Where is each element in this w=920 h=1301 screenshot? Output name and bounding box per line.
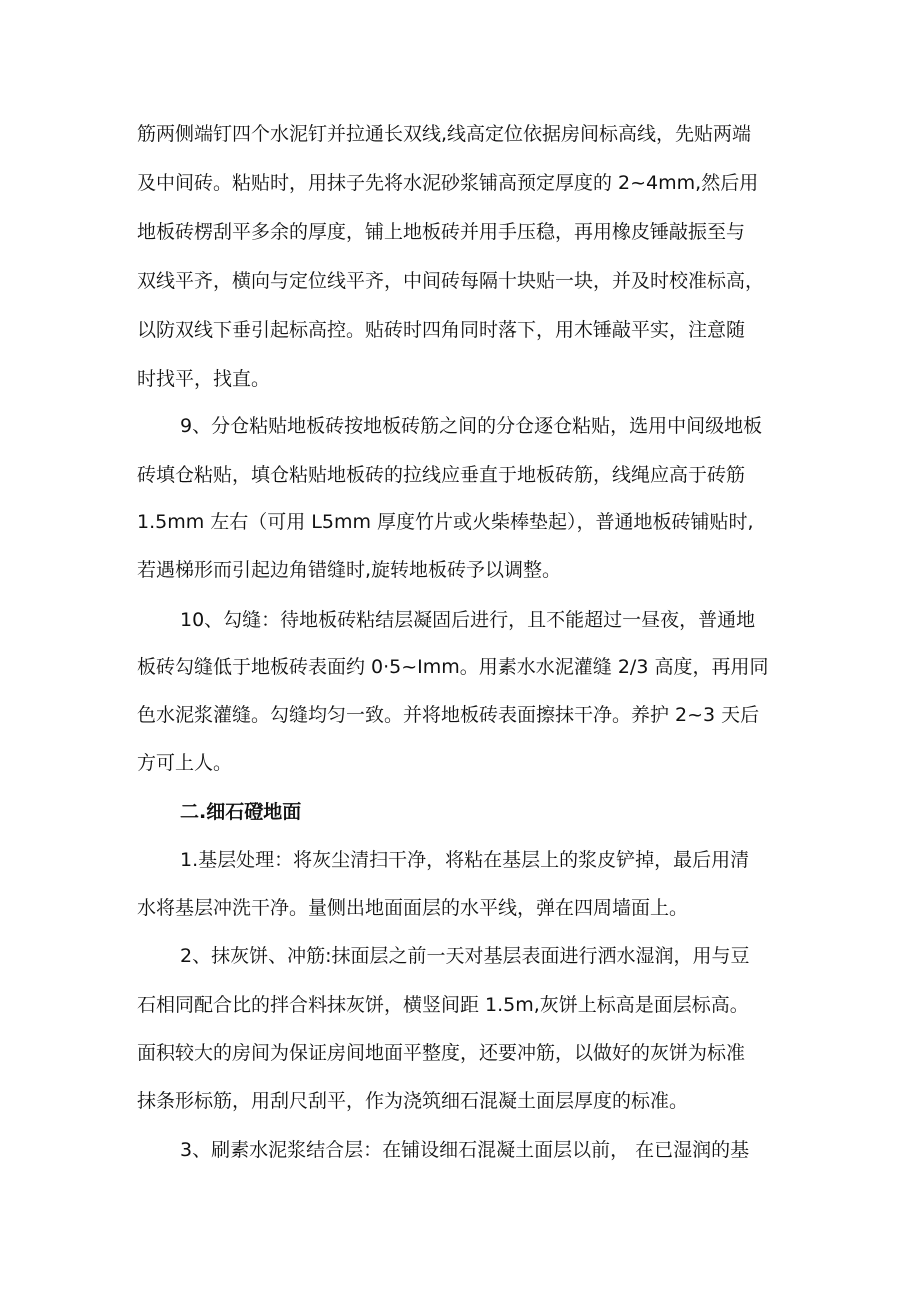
text-line: 方可上人。 [137, 752, 233, 774]
paragraph-10-start: 10、勾缝：待地板砖粘结层凝固后进行，且不能超过一昼夜，普通地 [180, 609, 756, 631]
text-line: 水将基层冲洗干净。量侧出地面面层的水平线，弹在四周墙面上。 [137, 897, 689, 919]
text-line: 筋两侧端钉四个水泥钉并拉通长双线,线高定位依据房间标高线，先贴两端 [137, 123, 752, 145]
paragraph-9-start: 9、分仓粘贴地板砖按地板砖筋之间的分仓逐仓粘贴，选用中间级地板 [180, 415, 763, 437]
text-line: 以防双线下垂引起标高控。贴砖时四角同时落下，用木锤敲平实，注意随 [137, 319, 746, 341]
paragraph-3-start: 3、刷素水泥浆结合层：在铺设细石混凝土面层以前， 在已湿润的基 [180, 1139, 750, 1161]
text-line: 石相同配合比的拌合料抹灰饼，横竖间距 1.5m,灰饼上标高是面层标高。 [137, 994, 749, 1016]
text-line: 砖填仓粘贴，填仓粘贴地板砖的拉线应垂直于地板砖筋，线绳应高于砖筋 [137, 464, 746, 486]
text-line: 面积较大的房间为保证房间地面平整度，还要冲筋，以做好的灰饼为标准 [137, 1042, 746, 1064]
text-line: 若遇梯形而引起边角错缝时,旋转地板砖予以调整。 [137, 559, 562, 581]
text-line: 双线平齐，横向与定位线平齐，中间砖每隔十块贴一块，并及时校准标高， [137, 270, 765, 292]
text-line: 板砖勾缝低于地板砖表面约 0·5~Imm。用素水水泥灌缝 2/3 高度，再用同 [137, 656, 769, 678]
text-line: 及中间砖。粘贴时，用抹子先将水泥砂浆铺高预定厚度的 2~4mm,然后用 [137, 172, 759, 194]
text-line: 1.5mm 左右（可用 L5mm 厚度竹片或火柴棒垫起），普通地板砖铺贴时, [137, 511, 754, 533]
section-heading: 二.细石磴地面 [180, 801, 302, 823]
text-line: 地板砖楞刮平多余的厚度，铺上地板砖并用手压稳，再用橡皮锤敲振至与 [137, 221, 746, 243]
paragraph-2-start: 2、抹灰饼、冲筋:抹面层之前一天对基层表面进行洒水湿润，用与豆 [180, 945, 750, 967]
paragraph-1-start: 1.基层处理：将灰尘清扫干净，将粘在基层上的浆皮铲掉，最后用清 [180, 849, 750, 871]
text-line: 时找平，找直。 [137, 368, 271, 390]
text-line: 抹条形标筋，用刮尺刮平，作为浇筑细石混凝土面层厚度的标准。 [137, 1090, 689, 1112]
text-line: 色水泥浆灌缝。勾缝均匀一致。并将地板砖表面擦抹干净。养护 2~3 天后 [137, 704, 760, 726]
